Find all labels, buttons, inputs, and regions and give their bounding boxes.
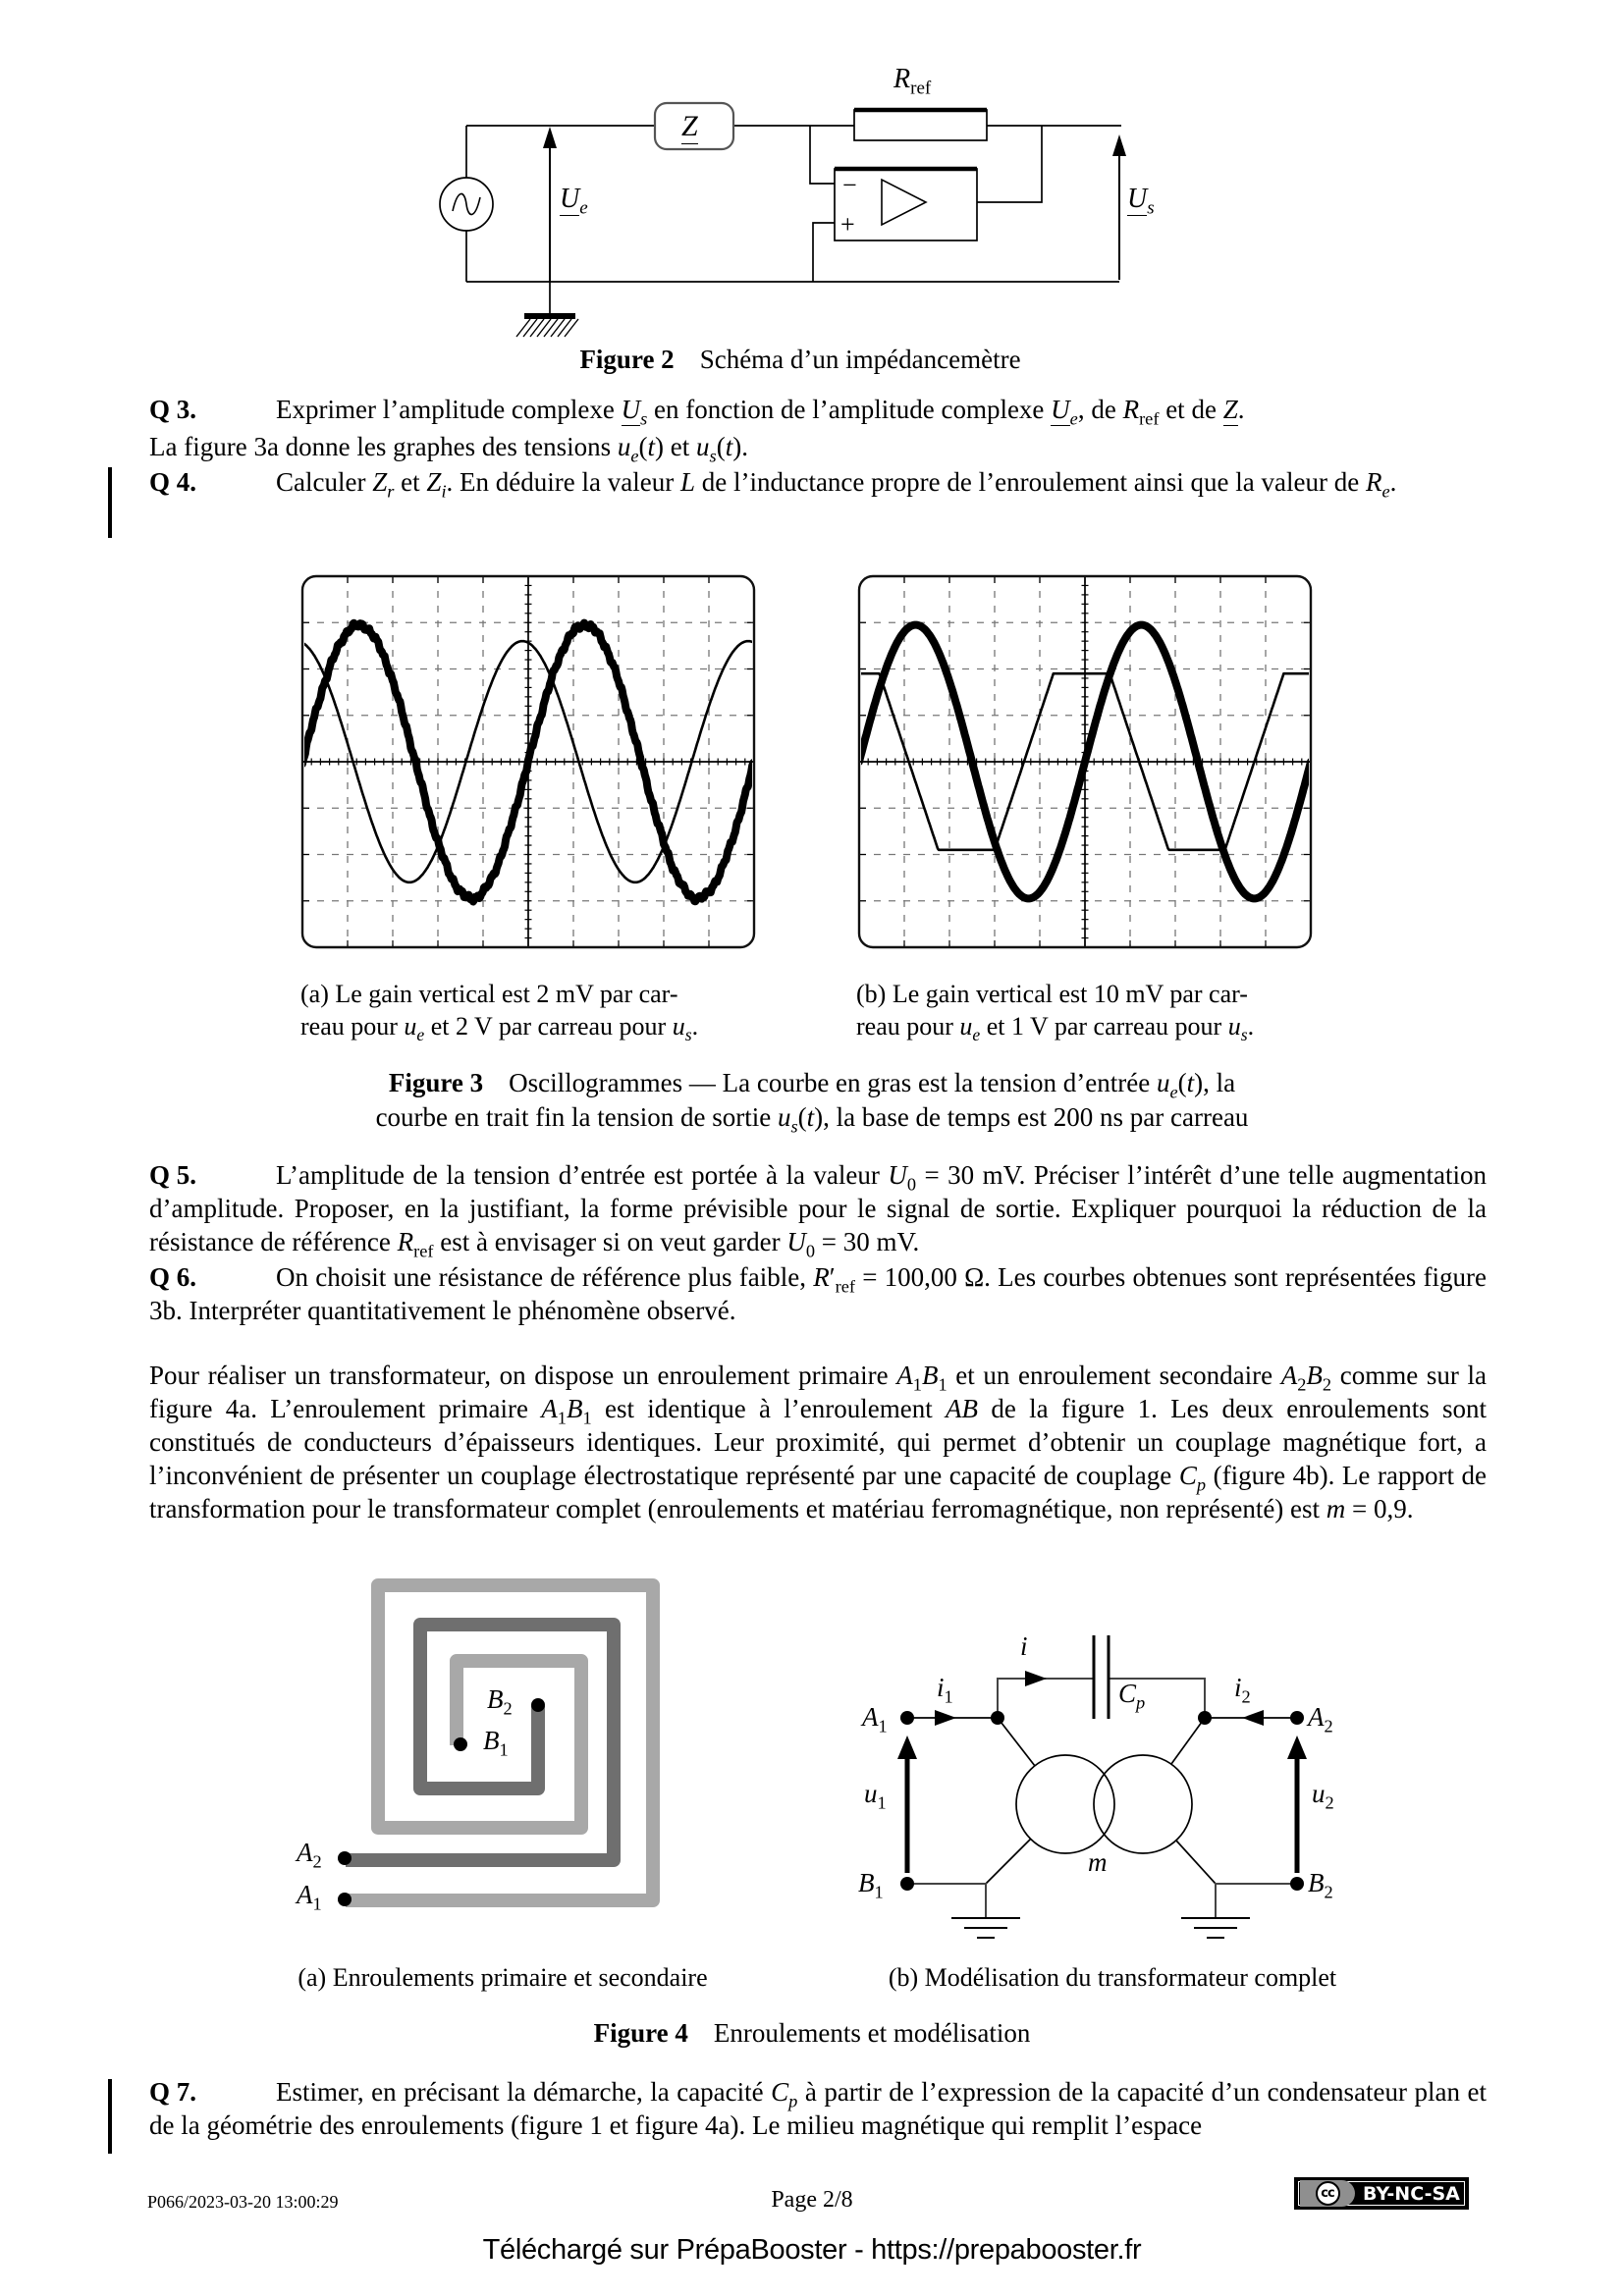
question-4 xyxy=(149,465,1487,502)
question-3-label: Q 3. xyxy=(149,395,197,424)
terminal-a2-dot xyxy=(338,1851,352,1865)
oscillogram-a xyxy=(300,574,756,949)
question-3-text: Exprimer l’amplitude complexe $U_s$ en fonction de l’amplitude complexe $U_e$, de $R_{ref}$ et de Z. xyxy=(276,395,1245,429)
z-label: Z xyxy=(681,110,698,142)
footer-download-line: Téléchargé sur PrépaBooster - https://prepabooster.fr xyxy=(482,2234,1142,2266)
model-a2-label: $A_2$ xyxy=(1308,1702,1333,1736)
model-a1-label: $A_1$ xyxy=(862,1702,888,1736)
footer-page-number: Page 2/8 xyxy=(771,2187,853,2213)
caption-oscillogram-b: (b) Le gain vertical est 10 mV par car- reau pour $u_e$ et 1 V par carreau pour $u_s$. xyxy=(856,980,1255,1045)
model-m-label: m xyxy=(1088,1847,1108,1877)
node-right-dot xyxy=(1198,1711,1212,1725)
question-6-text: On choisit une résistance de référence plus faible, $R'_{ref} = 100,00$ Ω. Les courbes obtenues sont représentées figure 3b. Interpréter quantitativement le phénomène observé. xyxy=(149,1262,1487,1325)
question-7-text: Estimer, en précisant la démarche, la capacité $C_p$ à partir de l’expression de la capacité d’un condensateur plan et de la géométrie des enroulements (figure 1 et figure 4a). Le milieu magnétique qui remplit l’espace xyxy=(149,2077,1487,2140)
caption-oscillogram-a: (a) Le gain vertical est 2 mV par car- reau pour $u_e$ et 2 V par carreau pour $u_s$. xyxy=(300,980,699,1045)
figure2-impedancemetre xyxy=(412,44,1188,388)
i1-arrowhead-icon xyxy=(935,1710,956,1726)
cc-license-text: BY-NC-SA xyxy=(1363,2182,1460,2205)
ue-arrowhead-icon xyxy=(543,127,557,148)
revision-bar-q7 xyxy=(108,2079,112,2154)
figure4-caption-label: Figure 4 xyxy=(593,2018,688,2048)
node-b1-dot xyxy=(900,1877,914,1891)
model-u1-label: $u_1$ xyxy=(864,1779,887,1813)
figure4b-transformer-model xyxy=(835,1561,1384,1953)
figure4a-windings xyxy=(275,1561,766,1953)
spiral-a1-label: $A_1$ xyxy=(297,1880,322,1914)
question-7-label: Q 7. xyxy=(149,2077,197,2107)
terminal-b1-dot xyxy=(454,1737,467,1751)
question-4-text: Calculer $Z_r$ et $Z_i$. En déduire la valeur L de l’inductance propre de l’enroulement ainsi que la valeur de $R_e$. xyxy=(276,467,1397,502)
question-4-label: Q 4. xyxy=(149,467,197,497)
spiral-b2-label: $B_2$ xyxy=(487,1684,513,1719)
rref-label: $R_{ref}$ xyxy=(893,64,932,99)
figure4-caption xyxy=(0,2018,1624,2049)
model-u2-label: $u_2$ xyxy=(1312,1779,1334,1813)
i2-arrowhead-icon xyxy=(1242,1710,1264,1726)
question-3 xyxy=(149,393,1487,429)
model-i-label: i xyxy=(1020,1631,1028,1661)
node-a2-dot xyxy=(1290,1711,1304,1725)
intro-figure3a: La figure 3a donne les graphes des tensions $u_e(t)$ et $u_s(t)$. xyxy=(149,432,748,466)
cc-icon: cc xyxy=(1316,2181,1340,2206)
figure3-caption: Figure 3 Oscillogrammes — La courbe en gras est la tension d’entrée $u_e(t)$, la courbe en trait fin la tension de sortie $u_s(t)$, la base de temps est 200 ns par carreau xyxy=(375,1068,1249,1137)
terminal-b2-dot xyxy=(531,1698,545,1712)
ue-label: $U_e$ xyxy=(560,184,588,219)
question-7 xyxy=(149,2075,1487,2142)
figure2-caption-text: Schéma d’un impédancemètre xyxy=(699,345,1021,374)
ground-icon xyxy=(951,1918,1250,1938)
node-left-dot xyxy=(991,1711,1004,1725)
us-label: $U_s$ xyxy=(1127,184,1155,219)
caption-figure4a: (a) Enroulements primaire et secondaire xyxy=(298,1963,708,1992)
figure4a-drawing xyxy=(275,1561,766,1953)
model-b1-label: $B_1$ xyxy=(858,1868,884,1902)
terminal-a1-dot xyxy=(338,1893,352,1906)
u1-arrowhead-icon xyxy=(897,1735,917,1759)
paragraph-transformer: Pour réaliser un transformateur, on dispose un enroulement primaire $A_1B_1$ et un enroulement secondaire $A_2B_2$ comme sur la figure 4a. L’enroulement primaire $A_1B_1$ est identique à l’enroulement AB de la figure 1. Les deux enroulements sont constitués de conducteurs d’épaisseurs identiques. Leur proximité, qui permet d’obtenir un couplage magnétique fort, a l’inconvénient de présenter un couplage électrostatique représenté par une capacité de couplage $C_p$ (figure 4b). Le rapport de transformation pour le transformateur complet (enroulements et matériau ferromagnétique, non représenté) est m = 0,9. xyxy=(149,1361,1488,1523)
spiral-b1-label: $B_1$ xyxy=(483,1726,509,1760)
question-5-text: L’amplitude de la tension d’entrée est portée à la valeur $U_0 = 30$ mV. Préciser l’intérêt d’une telle augmentation d’amplitude. Proposer, en la justifiant, la forme prévisible pour le signal de sortie. Expliquer pourquoi la réduction de la résistance de référence $R_{ref}$ est à envisager si on veut garder $U_0 = 30$ mV. xyxy=(149,1160,1487,1261)
model-i2-label: $i_2$ xyxy=(1234,1673,1251,1707)
model-i1-label: $i_1$ xyxy=(937,1673,953,1707)
figure2-caption xyxy=(412,345,1188,375)
question-6-label: Q 6. xyxy=(149,1262,197,1292)
figure4-caption-text: Enroulements et modélisation xyxy=(713,2018,1031,2048)
figure4b-drawing xyxy=(835,1561,1384,1953)
model-b2-label: $B_2$ xyxy=(1308,1868,1333,1902)
cc-license-badge xyxy=(1294,2177,1469,2210)
footer-doc-ref: P066/2023-03-20 13:00:29 xyxy=(147,2192,339,2212)
opamp-minus-label: − xyxy=(842,171,857,199)
opamp-plus-label: + xyxy=(840,210,855,239)
u2-arrowhead-icon xyxy=(1287,1735,1307,1759)
figure2-circuit-drawing xyxy=(412,44,1188,348)
node-b2-dot xyxy=(1290,1877,1304,1891)
i-arrowhead-icon xyxy=(1025,1671,1047,1686)
question-5-label: Q 5. xyxy=(149,1160,197,1190)
cc-pill xyxy=(1300,2180,1355,2207)
revision-bar-q4 xyxy=(108,467,112,538)
node-a1-dot xyxy=(900,1711,914,1725)
figure3-caption-label: Figure 3 xyxy=(388,1068,484,1097)
caption-figure4b: (b) Modélisation du transformateur complet xyxy=(888,1963,1337,1992)
model-cp-label: $C_p$ xyxy=(1118,1679,1146,1713)
rref-resistor-box xyxy=(854,110,987,140)
spiral-a2-label: $A_2$ xyxy=(297,1838,322,1872)
oscillogram-b xyxy=(857,574,1313,949)
us-arrowhead-icon xyxy=(1112,134,1126,156)
question-5 xyxy=(149,1158,1487,1261)
question-6 xyxy=(149,1260,1487,1327)
figure2-caption-label: Figure 2 xyxy=(579,345,675,374)
